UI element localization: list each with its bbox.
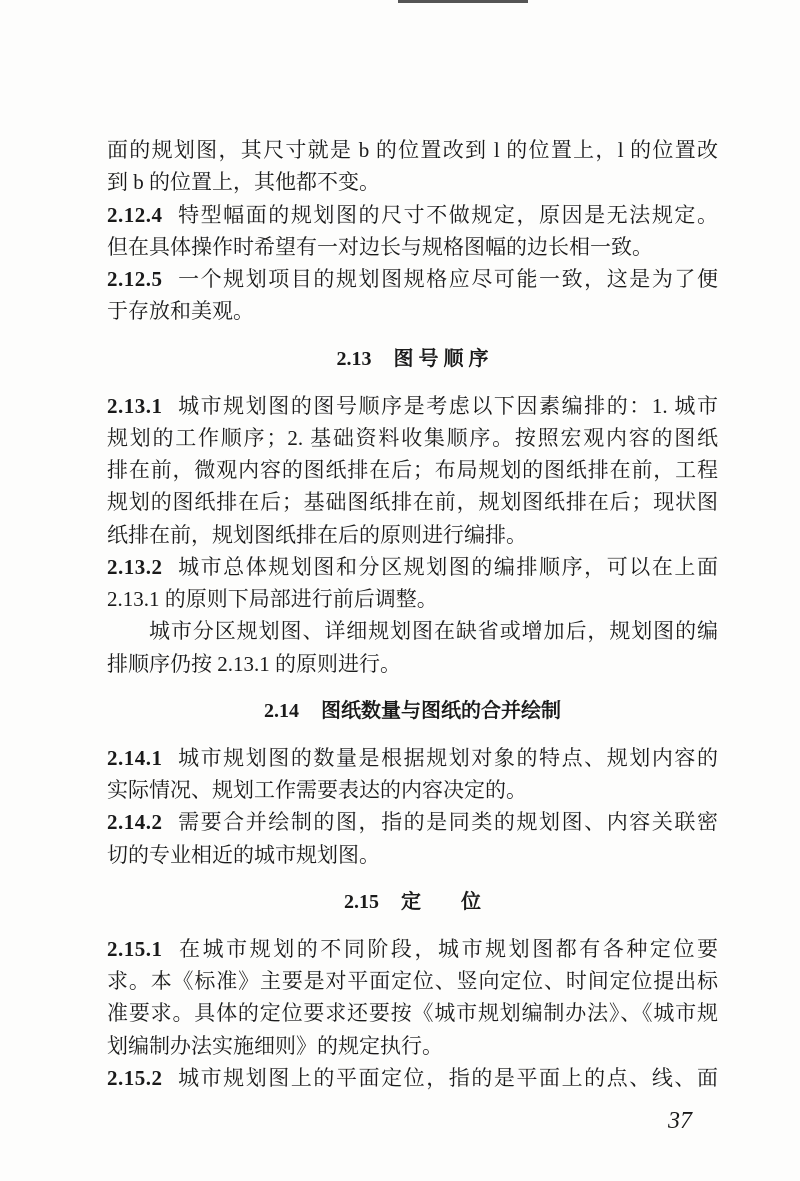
line-text: 规划的工作顺序；2. 基础资料收集顺序。按照宏观内容的图纸 xyxy=(107,425,718,450)
text-line xyxy=(107,295,718,327)
page-number: 37 xyxy=(668,1108,692,1134)
header-fragment xyxy=(398,0,528,3)
text-line xyxy=(107,486,718,518)
line-text: 城市分区规划图、详细规划图在缺省或增加后，规划图的编 xyxy=(149,619,718,644)
line-text: 实际情况、规划工作需要表达的内容决定的。 xyxy=(107,778,527,802)
text-line xyxy=(107,583,718,615)
section-title: 图纸数量与图纸的合并绘制 xyxy=(321,699,561,722)
line-text: 于存放和美观。 xyxy=(107,299,254,324)
line-text: 一个规划项目的规划图规格应尽可能一致，这是为了便 xyxy=(176,267,718,291)
line-text: 准要求。具体的定位要求还要按《城市规划编制办法》、《城市规 xyxy=(107,1001,718,1026)
section-title: 图 号 顺 序 xyxy=(393,347,489,370)
text-line xyxy=(107,454,718,486)
line-text: 城市规划图的数量是根据规划对象的特点、规划内容的 xyxy=(176,745,718,770)
line-text: 规划的图纸排在后；基础图纸排在前，规划图纸排在后；现状图 xyxy=(107,490,718,515)
clause-first-line xyxy=(107,263,718,295)
clause-number: 2.15.1 xyxy=(107,936,163,961)
text-line xyxy=(107,166,718,198)
clause-first-line xyxy=(107,1062,718,1094)
section-number: 2.15 xyxy=(344,890,379,913)
clause-first-line xyxy=(107,199,718,231)
clause-number: 2.12.4 xyxy=(107,202,163,227)
clause-number: 2.14.2 xyxy=(107,810,163,835)
clause-number: 2.15.2 xyxy=(107,1065,163,1090)
section-heading xyxy=(107,680,718,742)
text-line xyxy=(107,839,718,871)
clause-number: 2.14.1 xyxy=(107,745,163,770)
section-heading xyxy=(107,328,718,390)
clause-first-line xyxy=(107,390,718,422)
section-heading xyxy=(107,871,718,933)
text-line xyxy=(107,774,718,806)
line-text: 切的专业相近的城市规划图。 xyxy=(107,842,380,867)
line-text: 到 b 的位置上，其他都不变。 xyxy=(107,170,380,195)
text-line xyxy=(107,615,718,647)
text-line xyxy=(107,231,718,263)
text-line xyxy=(107,1030,718,1062)
line-text: 需要合并绘制的图，指的是同类的规划图、内容关联密 xyxy=(176,810,718,835)
clause-number: 2.13.2 xyxy=(107,554,163,579)
line-text: 求。本《标准》主要是对平面定位、竖向定位、时间定位提出标 xyxy=(107,969,718,993)
line-text: 面的规划图，其尺寸就是 b 的位置改到 l 的位置上，l 的位置改 xyxy=(107,138,718,162)
line-text: 排顺序仍按 2.13.1 的原则进行。 xyxy=(107,651,401,676)
line-text: 城市规划图的图号顺序是考虑以下因素编排的：1. 城市 xyxy=(176,393,718,418)
line-text: 2.13.1 的原则下局部进行前后调整。 xyxy=(107,587,438,611)
section-number: 2.14 xyxy=(264,699,299,722)
clause-number: 2.13.1 xyxy=(107,393,163,418)
line-text: 纸排在前，规划图纸排在后的原则进行编排。 xyxy=(107,522,527,547)
line-text: 但在具体操作时希望有一对边长与规格图幅的边长相一致。 xyxy=(107,234,653,259)
line-text: 特型幅面的规划图的尺寸不做规定，原因是无法规定。 xyxy=(176,202,718,227)
clause-number: 2.12.5 xyxy=(107,267,163,291)
clause-first-line xyxy=(107,551,718,583)
text-line xyxy=(107,422,718,454)
text-line xyxy=(107,965,718,997)
section-number: 2.13 xyxy=(336,347,372,370)
page-body xyxy=(107,134,718,1094)
line-text: 城市规划图上的平面定位，指的是平面上的点、线、面 xyxy=(176,1065,718,1090)
clause-first-line xyxy=(107,933,718,965)
text-line xyxy=(107,997,718,1029)
text-line xyxy=(107,134,718,166)
line-text: 排在前，微观内容的图纸排在后；布局规划的图纸排在前，工程 xyxy=(107,458,718,482)
clause-first-line xyxy=(107,806,718,838)
section-title: 定 位 xyxy=(401,890,481,913)
clause-first-line xyxy=(107,742,718,774)
text-line xyxy=(107,648,718,680)
line-text: 在城市规划的不同阶段，城市规划图都有各种定位要 xyxy=(176,936,718,961)
line-text: 划编制办法实施细则》的规定执行。 xyxy=(107,1033,443,1058)
text-line xyxy=(107,519,718,551)
line-text: 城市总体规划图和分区规划图的编排顺序，可以在上面 xyxy=(176,554,718,579)
